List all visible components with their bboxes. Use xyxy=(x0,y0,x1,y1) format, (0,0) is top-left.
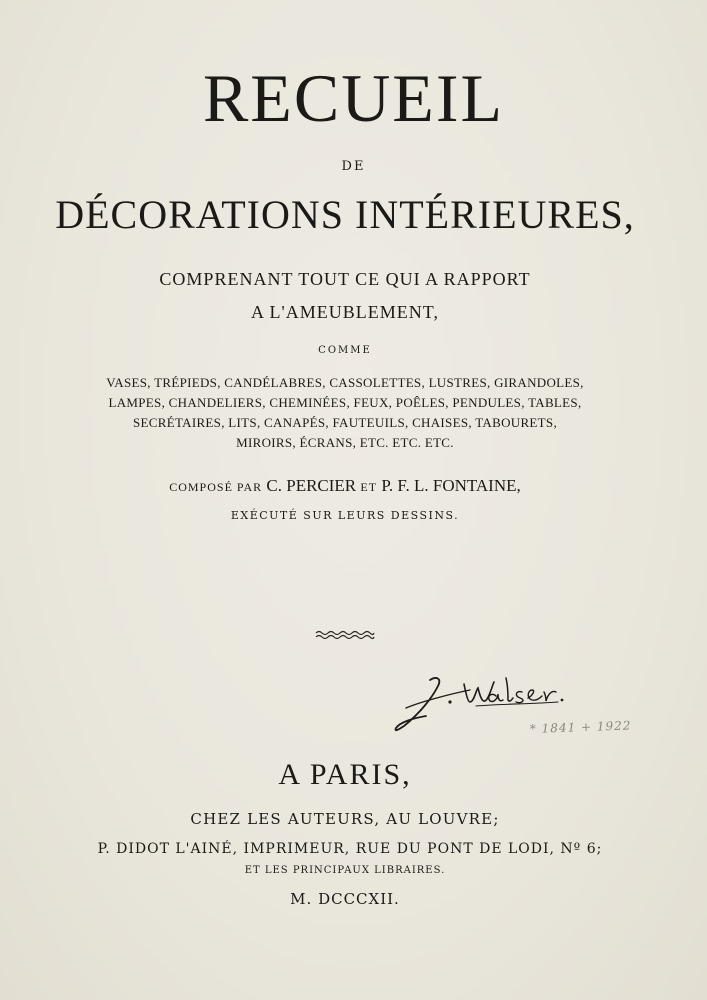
item-list-line: LAMPES, CHANDELIERS, CHEMINÉES, FEUX, POÊLES, PENDULES, TABLES, xyxy=(108,395,582,410)
description-line-2: A L'AMEUBLEMENT, xyxy=(251,302,439,322)
handwritten-signature xyxy=(390,668,640,743)
author-joiner: ET xyxy=(360,480,378,494)
publication-year: M. DCCCXII. xyxy=(290,890,400,908)
main-title: RECUEIL xyxy=(202,60,505,136)
item-list-line: VASES, TRÉPIEDS, CANDÉLABRES, CASSOLETTES, LUSTRES, GIRANDOLES, xyxy=(106,375,584,390)
author-prefix: COMPOSÉ PAR xyxy=(169,480,263,494)
title-connector: DE xyxy=(341,159,366,174)
imprint-city: A PARIS, xyxy=(278,758,412,791)
item-list-line: SECRÉTAIRES, LITS, CANAPÉS, FAUTEUILS, CHAISES, TABOURETS, xyxy=(132,415,557,430)
author-2: P. F. L. FONTAINE, xyxy=(381,476,521,495)
comme-label: COMME xyxy=(318,345,372,356)
description-line-1: COMPRENANT TOUT CE QUI A RAPPORT xyxy=(159,269,531,289)
imprint-line-1: CHEZ LES AUTEURS, AU LOUVRE; xyxy=(190,810,500,828)
subtitle: DÉCORATIONS INTÉRIEURES, xyxy=(55,192,635,237)
author-line xyxy=(0,477,690,494)
pencil-dates: * 1841 + 1922 xyxy=(529,718,632,736)
executed-line: EXÉCUTÉ SUR LEURS DESSINS. xyxy=(230,509,460,522)
imprint-line-2: P. DIDOT L'AINÉ, IMPRIMEUR, RUE DU PONT DE LODI, Nº 6; xyxy=(97,841,603,857)
ornament-rule xyxy=(314,630,376,640)
item-list-line: MIROIRS, ÉCRANS, ETC. ETC. ETC. xyxy=(236,435,454,450)
author-1: C. PERCIER xyxy=(266,476,357,495)
imprint-line-3: ET LES PRINCIPAUX LIBRAIRES. xyxy=(244,865,446,876)
